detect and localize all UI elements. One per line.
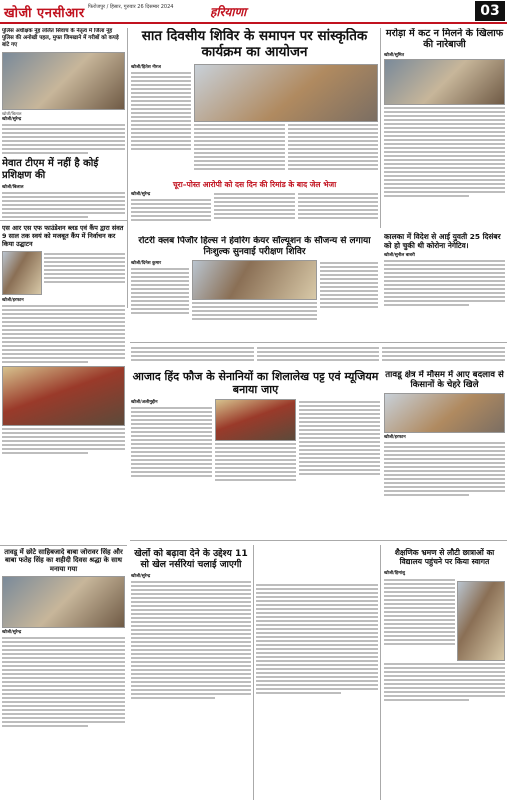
article-cold-wave xyxy=(384,28,505,228)
body-text xyxy=(384,107,505,197)
article-sports xyxy=(131,548,251,798)
news-photo xyxy=(194,64,378,122)
headline: मरोड़ा में कट न मिलने के खिलाफ की नारेबाजी xyxy=(385,28,504,50)
body-text xyxy=(2,428,125,454)
article-azad-hind xyxy=(131,370,380,540)
article-sahibzade xyxy=(2,548,125,798)
news-photo xyxy=(2,576,125,628)
body-text xyxy=(2,192,125,218)
article-education xyxy=(384,548,505,798)
article-police-awareness xyxy=(2,28,125,218)
body-text xyxy=(214,191,294,223)
byline: खोजी/बिलाल xyxy=(2,185,24,190)
byline: खोजी/सुमित xyxy=(384,53,404,58)
news-photo xyxy=(2,366,125,426)
body-text xyxy=(298,191,378,223)
headline: सात दिवसीय शिविर के समापन पर सांस्कृतिक कार्यक्रम का आयोजन xyxy=(141,28,368,60)
byline: खोजी/सुरेन्द्र xyxy=(2,630,22,636)
byline: खोजी/दिनेश कुमार xyxy=(131,261,162,266)
body-text xyxy=(215,443,296,481)
headline: चूरा–पोस्त आरोपी को दस दिन की रिमांड के बाद जेल भेजा xyxy=(172,180,337,189)
body-text xyxy=(131,72,191,150)
headline: मेवात टीएम में नहीं है कोई प्रशिक्षण की xyxy=(2,158,99,181)
body-text xyxy=(256,584,378,694)
body-text xyxy=(131,581,251,699)
body-text xyxy=(299,399,380,483)
section-title: हरियाणा xyxy=(210,5,247,19)
article-sports-continued xyxy=(256,548,378,798)
byline: खोजी/सुनील बाबरी xyxy=(384,253,415,258)
body-text xyxy=(2,305,125,363)
dateline: फिरोजपुर / हिसार, गुरुवार 26 दिसम्बर 2024 xyxy=(88,4,174,10)
body-text xyxy=(382,345,505,363)
byline: खोजी/इरफान xyxy=(2,298,24,303)
headline: तावडू में छोटे साहिबजादे बाबा जोरावर सिंह और बाबा फतेह सिंह का शहीदी दिवस श्रद्धा के साथ मनाया गया xyxy=(4,548,123,573)
body-text xyxy=(2,637,125,727)
body-text xyxy=(320,260,378,322)
photo-caption: खोजी/बिलाल xyxy=(2,111,22,116)
body-text xyxy=(384,577,455,661)
news-photo xyxy=(2,52,125,110)
newspaper-logo: खोजी एनसीआर xyxy=(4,6,85,21)
body-text xyxy=(384,663,505,701)
article-side-brief xyxy=(2,224,125,542)
portrait-photo xyxy=(2,251,42,295)
headline: रोटरी क्लब पिंजौर हिल्स ने हेवरिंग केयर सॉल्यूशन के सौजन्य से लगाया निःशुल्क सुनवाई परीक्षण शिविर xyxy=(138,236,371,257)
byline: खोजी/सुरेन्द्र xyxy=(2,117,22,122)
byline: खोजी/इरफान xyxy=(384,435,406,440)
byline: खोजी/अलीमुद्दीन xyxy=(131,400,158,405)
article-cultural-camp xyxy=(131,28,378,178)
article-middle-filler xyxy=(131,345,505,367)
body-text xyxy=(131,268,189,314)
news-photo xyxy=(192,260,317,300)
body-text xyxy=(2,124,125,154)
news-photo xyxy=(384,59,505,105)
article-kalka-abroad xyxy=(384,232,505,342)
headline: एस आर एस एफ फाउंडेशन ब्लड एवं कैंप द्वारा संवत 9 साल तक स्वयं को मजबूत कैंप में निर्वाचन कर किया उद्घाटन xyxy=(2,224,124,248)
headline: पुलिस अधीक्षक नूंह ललित सिवाच के नेतृत्व में जिला नूंह पुलिस की अनोखी पहल, मुफ्त जिमखाने में गरीबों को कपड़े बांटे गए xyxy=(2,28,119,48)
body-text xyxy=(131,199,211,221)
headline: आजाद हिंद फौज के सेनानियों का शिलालेख पट्ट एवं म्यूजियम बनाया जाए xyxy=(132,370,379,396)
body-text xyxy=(288,122,379,172)
byline: खोजी/सुरेन्द्र xyxy=(131,574,151,579)
byline: खोजी/हिमांशु xyxy=(384,570,405,576)
byline: खोजी/सुरेन्द्र xyxy=(131,192,151,197)
headline: कालका में विदेश से आई युवती 25 दिसंबर को हो चुकी थी कोरोना नेगेटिव। xyxy=(384,232,501,250)
byline: खोजी/हितेश नीरज xyxy=(131,65,161,70)
article-rotary-camp xyxy=(131,236,378,340)
body-text xyxy=(384,260,505,306)
body-text xyxy=(384,442,505,496)
headline: शैक्षणिक भ्रमण से लौटी छात्राओं का विद्यालय पहुंचने पर किया स्वागत xyxy=(394,548,495,567)
body-text xyxy=(44,251,125,295)
body-text xyxy=(192,302,317,320)
headline: तावडू क्षेत्र में मौसम में आए बदलाव से किसानों के चेहरे खिले xyxy=(385,370,504,390)
article-tavdu-weather xyxy=(384,370,505,540)
body-text xyxy=(257,345,380,363)
headline: खेलों को बढ़ावा देने के उद्देश्य 11 सो खेल नर्सरियां चलाई जाएगी xyxy=(134,548,248,570)
page-number: 03 xyxy=(475,1,505,21)
masthead xyxy=(0,0,507,24)
news-photo xyxy=(384,393,505,433)
article-poppy-husk xyxy=(131,180,378,232)
news-photo xyxy=(215,399,296,441)
body-text xyxy=(131,345,254,363)
news-photo xyxy=(457,581,505,661)
body-text xyxy=(131,407,212,477)
body-text xyxy=(194,122,285,172)
